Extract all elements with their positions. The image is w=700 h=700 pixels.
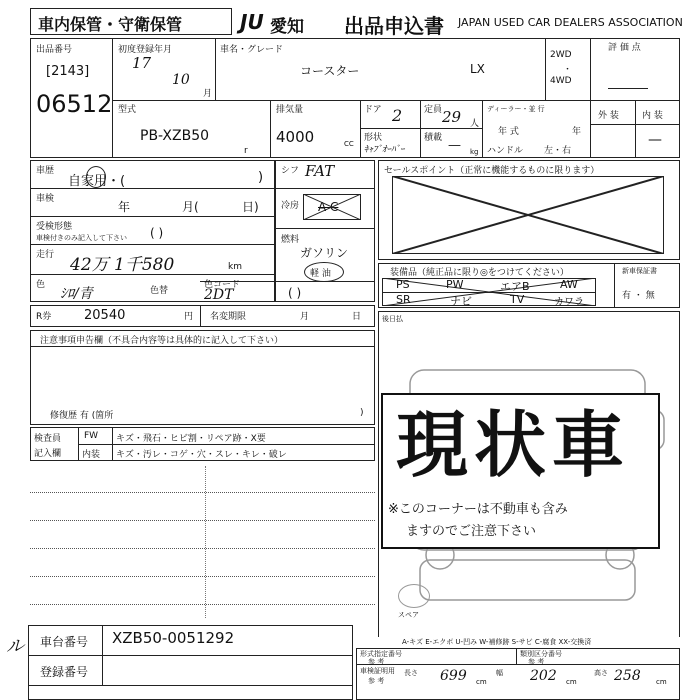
capacity-unit: 人 xyxy=(470,119,480,129)
chassis-value: XZB50-0051292 xyxy=(112,629,235,647)
doors-value: 2 xyxy=(392,106,403,125)
lot-sub-number: [2143] xyxy=(46,64,90,79)
shift-value: FAT xyxy=(305,162,335,180)
name-change-month: 月 xyxy=(300,312,310,322)
inspector-label-1: 検査員 xyxy=(34,434,62,444)
cooler-cross xyxy=(303,194,361,220)
acceptance-paren: ( ) xyxy=(150,226,164,240)
spare-circle xyxy=(398,584,430,608)
registration-year: 17 xyxy=(132,54,152,72)
equip-pw: PW xyxy=(446,278,464,291)
history-value: 自家用・( xyxy=(68,174,126,189)
displacement-value: 4000 xyxy=(276,128,315,146)
recycle-value: 20540 xyxy=(84,308,126,323)
fuel-circle xyxy=(304,262,344,282)
form-title: 出品申込書 xyxy=(344,14,444,38)
capacity-label: 定員 xyxy=(424,105,443,115)
equip-kawara: カワラ xyxy=(554,297,584,308)
class-ref: 参 考 xyxy=(528,658,545,666)
length-unit: cm xyxy=(476,678,487,686)
notes-label: 注意事項申告欄（不具合内容等は具体的に記入して下さい） xyxy=(40,336,284,346)
cert-label: 車検証明用 xyxy=(360,667,395,675)
handle-label: ハンドル xyxy=(487,146,524,156)
shift-label: シフ xyxy=(281,166,300,176)
body-shape-value: ｷｬﾌﾞｵｰﾊﾞｰ xyxy=(364,145,405,155)
stamp-note-2: ますのでご注意下さい xyxy=(406,524,537,539)
color-code-label: 色コード xyxy=(204,280,241,290)
color-value: ｼﾛ/青 xyxy=(60,286,93,302)
displacement-label: 排気量 xyxy=(276,105,304,115)
repair-close: ) xyxy=(360,408,364,418)
rear-pay-label: 後日払 xyxy=(382,315,403,323)
selling-points-label: セールスポイント（正常に機能するものに限ります） xyxy=(384,166,600,176)
class-number-label: 類別区分番号 xyxy=(520,650,562,658)
name-change-day: 日 xyxy=(352,312,362,322)
warranty-label: 新車保証書 xyxy=(622,267,657,275)
mileage-value: 42万 1千580 xyxy=(70,255,175,275)
cooler-value: A C xyxy=(318,200,339,214)
type-ref: 参 考 xyxy=(368,658,385,666)
equip-aw: AW xyxy=(560,278,578,291)
name-change-label: 名変期限 xyxy=(210,312,247,322)
car-grade: LX xyxy=(470,62,485,76)
model-label: 型式 xyxy=(118,105,137,115)
repair-history: 修復歴 有 (箇所 xyxy=(50,411,114,421)
length-label: 長さ xyxy=(404,669,418,677)
inspection-day: 日) xyxy=(242,200,259,214)
acceptance-note: 車検付きのみ記入して下さい xyxy=(36,234,127,242)
ju-logo: JU xyxy=(240,10,264,34)
cert-ref: 参 考 xyxy=(368,677,385,685)
evaluation-label: 評 価 点 xyxy=(608,43,641,53)
mileage-label: 走行 xyxy=(36,250,55,260)
load-unit: kg xyxy=(470,148,479,156)
inspector-interior-items: キズ・汚レ・コゲ・穴・スレ・キレ・破レ xyxy=(116,450,287,460)
body-shape-label: 形状 xyxy=(364,133,383,143)
inspector-interior: 内装 xyxy=(82,450,101,460)
inspector-fw: FW xyxy=(84,431,99,441)
drive-4wd: 4WD xyxy=(550,76,572,86)
acceptance-label: 受検形態 xyxy=(36,222,73,232)
equip-navi: ナビ xyxy=(450,295,472,308)
car-name-label: 車名・グレード xyxy=(220,45,284,55)
recycle-unit: 円 xyxy=(184,312,194,322)
cooler-label: 冷房 xyxy=(281,201,300,211)
equipment-label: 装備品（純正品に限り◎をつけてください） xyxy=(390,268,569,278)
model-value: PB-XZB50 xyxy=(140,128,210,144)
inspector-fw-items: キズ・飛石・ヒビ割・リペア跡・X要 xyxy=(116,434,266,444)
history-close: ) xyxy=(258,170,264,185)
height-label: 高さ xyxy=(594,669,608,677)
lot-number: 06512 xyxy=(36,90,113,118)
vehicle-info-block xyxy=(30,38,680,158)
model-mark: r xyxy=(244,146,248,156)
private-use-circle xyxy=(86,166,106,188)
warranty-value: 有 ・ 無 xyxy=(622,291,655,301)
fuel-paren: ( ) xyxy=(288,286,302,300)
inspection-label: 車検 xyxy=(36,194,55,204)
fuel-label: 燃料 xyxy=(281,235,300,245)
history-label: 車歴 xyxy=(36,166,55,176)
height-value: 258 xyxy=(614,668,641,684)
color-label: 色 xyxy=(36,280,46,290)
handle-value: 左・右 xyxy=(544,146,572,156)
recycle-label: R券 xyxy=(36,312,52,322)
selling-points-cross xyxy=(392,176,664,254)
association-name: JAPAN USED CAR DEALERS ASSOCIATION xyxy=(458,16,683,29)
registration-month-unit: 月 xyxy=(203,89,213,99)
stamp-text: 現状車 xyxy=(396,403,631,487)
equip-sr: SR xyxy=(396,293,411,306)
registration-month: 10 xyxy=(172,72,190,88)
drive-2wd: 2WD xyxy=(550,50,572,60)
inspector-label-2: 記入欄 xyxy=(34,449,62,459)
fuel-light: 軽 油 xyxy=(310,269,331,279)
dealer-label: ディーラー・並 行 xyxy=(487,105,545,113)
drive-dot: ・ xyxy=(563,65,573,75)
year-type-label: 年 式 xyxy=(498,127,519,137)
width-label: 幅 xyxy=(496,669,503,677)
load-label: 積載 xyxy=(424,133,443,143)
equip-airbag: エアB xyxy=(500,280,530,293)
displacement-unit: CC xyxy=(344,140,354,148)
reg-number-label: 登録番号 xyxy=(40,665,89,679)
load-value: — xyxy=(448,138,461,153)
interior-label: 内 装 xyxy=(642,111,663,121)
doors-label: ドア xyxy=(364,105,382,115)
width-unit: cm xyxy=(566,678,577,686)
damage-legend: A-キズ E-エクボ U-凹み W-補修跡 S-サビ C-腐食 XX-交換済 xyxy=(402,638,592,646)
inspection-month: 月( xyxy=(182,200,199,214)
registration-label: 初度登録年月 xyxy=(118,45,173,55)
chassis-label: 車台番号 xyxy=(40,635,89,649)
length-value: 699 xyxy=(440,668,467,684)
equip-tv: TV xyxy=(510,293,525,306)
fuel-value: ガソリン xyxy=(300,246,349,260)
recycle-row xyxy=(30,305,375,327)
stamp-note-1: ※このコーナーは不動車も含み xyxy=(388,502,568,517)
width-value: 202 xyxy=(530,668,557,684)
storage-note: 車内保管・守衛保管 xyxy=(38,15,183,34)
equip-ps: PS xyxy=(396,278,410,291)
org-name: 愛知 xyxy=(270,17,304,37)
capacity-value: 29 xyxy=(442,108,462,126)
year-type-unit: 年 xyxy=(572,127,582,137)
type-number-label: 形式指定番号 xyxy=(360,650,402,658)
lot-label: 出品番号 xyxy=(36,45,73,55)
mileage-unit: km xyxy=(228,262,242,272)
car-name: コースター xyxy=(300,64,360,78)
height-unit: cm xyxy=(656,678,667,686)
margin-mark: ル xyxy=(6,636,24,657)
repaint-label: 色替 xyxy=(150,286,169,296)
exterior-label: 外 装 xyxy=(598,111,619,121)
inspection-year: 年 xyxy=(118,200,131,214)
interior-value: — xyxy=(648,132,662,148)
spare-label: スペア xyxy=(398,611,419,619)
color-code-value: 2DT xyxy=(204,287,234,303)
